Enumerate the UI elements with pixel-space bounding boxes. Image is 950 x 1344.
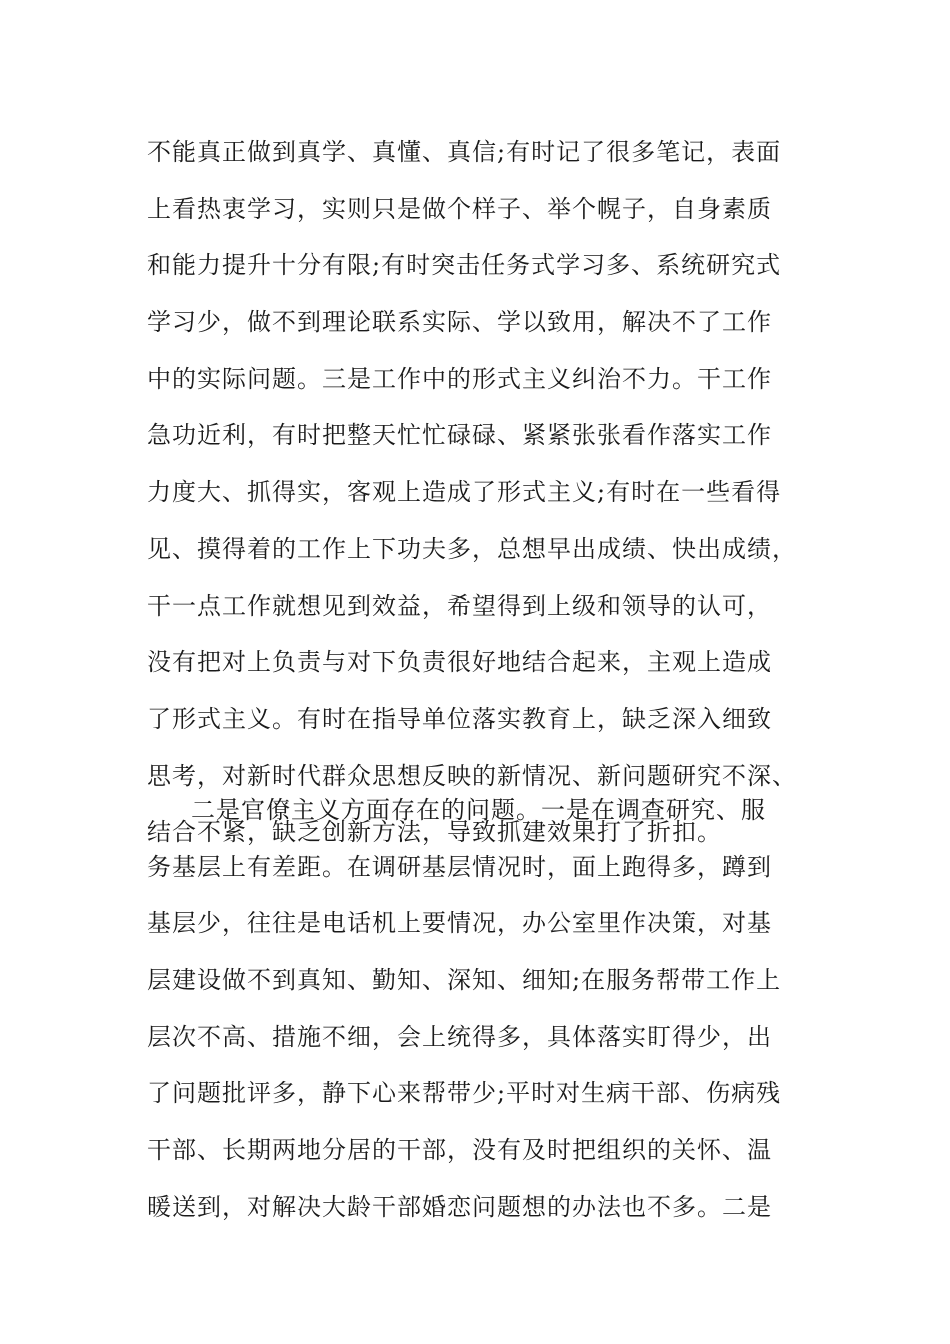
text-line: 中的实际问题。三是工作中的形式主义纠治不力。干工作 <box>147 364 772 393</box>
text-line: 了问题批评多，静下心来帮带少;平时对生病干部、伤病残 <box>147 1079 782 1108</box>
text-line: 务基层上有差距。在调研基层情况时，面上跑得多，蹲到 <box>147 852 772 881</box>
text-line: 干部、长期两地分居的干部，没有及时把组织的关怀、温 <box>147 1136 772 1165</box>
text-line: 干一点工作就想见到效益，希望得到上级和领导的认可， <box>147 591 772 620</box>
text-line: 急功近利，有时把整天忙忙碌碌、紧紧张张看作落实工作 <box>147 421 772 450</box>
text-line: 基层少，往往是电话机上要情况，办公室里作决策，对基 <box>147 909 772 938</box>
text-line: 上看热衷学习，实则只是做个样子、举个幌子，自身素质 <box>147 194 772 223</box>
text-line: 结合不紧，缺乏创新方法，导致抓建效果打了折扣。 <box>147 818 722 847</box>
paragraph-2 <box>147 782 807 1236</box>
paragraph-1 <box>147 124 807 861</box>
text-line: 没有把对上负责与对下负责很好地结合起来，主观上造成 <box>147 648 772 677</box>
text-line: 力度大、抓得实，客观上造成了形式主义;有时在一些看得 <box>147 478 782 507</box>
text-line-indented: 二是官僚主义方面存在的问题。一是在调查研究、服 <box>191 796 766 824</box>
text-line: 层次不高、措施不细，会上统得多，具体落实盯得少，出 <box>147 1022 772 1051</box>
text-line: 不能真正做到真学、真懂、真信;有时记了很多笔记，表面 <box>147 138 782 166</box>
text-line: 和能力提升十分有限;有时突击任务式学习多、系统研究式 <box>147 251 782 280</box>
text-line: 学习少，做不到理论联系实际、学以致用，解决不了工作 <box>147 308 772 337</box>
text-line: 思考，对新时代群众思想反映的新情况、新问题研究不深、 <box>147 761 797 790</box>
text-line: 层建设做不到真知、勤知、深知、细知;在服务帮带工作上 <box>147 966 782 995</box>
text-line: 见、摸得着的工作上下功夫多，总想早出成绩、快出成绩， <box>147 534 797 563</box>
text-line: 暖送到，对解决大龄干部婚恋问题想的办法也不多。二是 <box>147 1192 772 1221</box>
text-line: 了形式主义。有时在指导单位落实教育上，缺乏深入细致 <box>147 704 772 733</box>
